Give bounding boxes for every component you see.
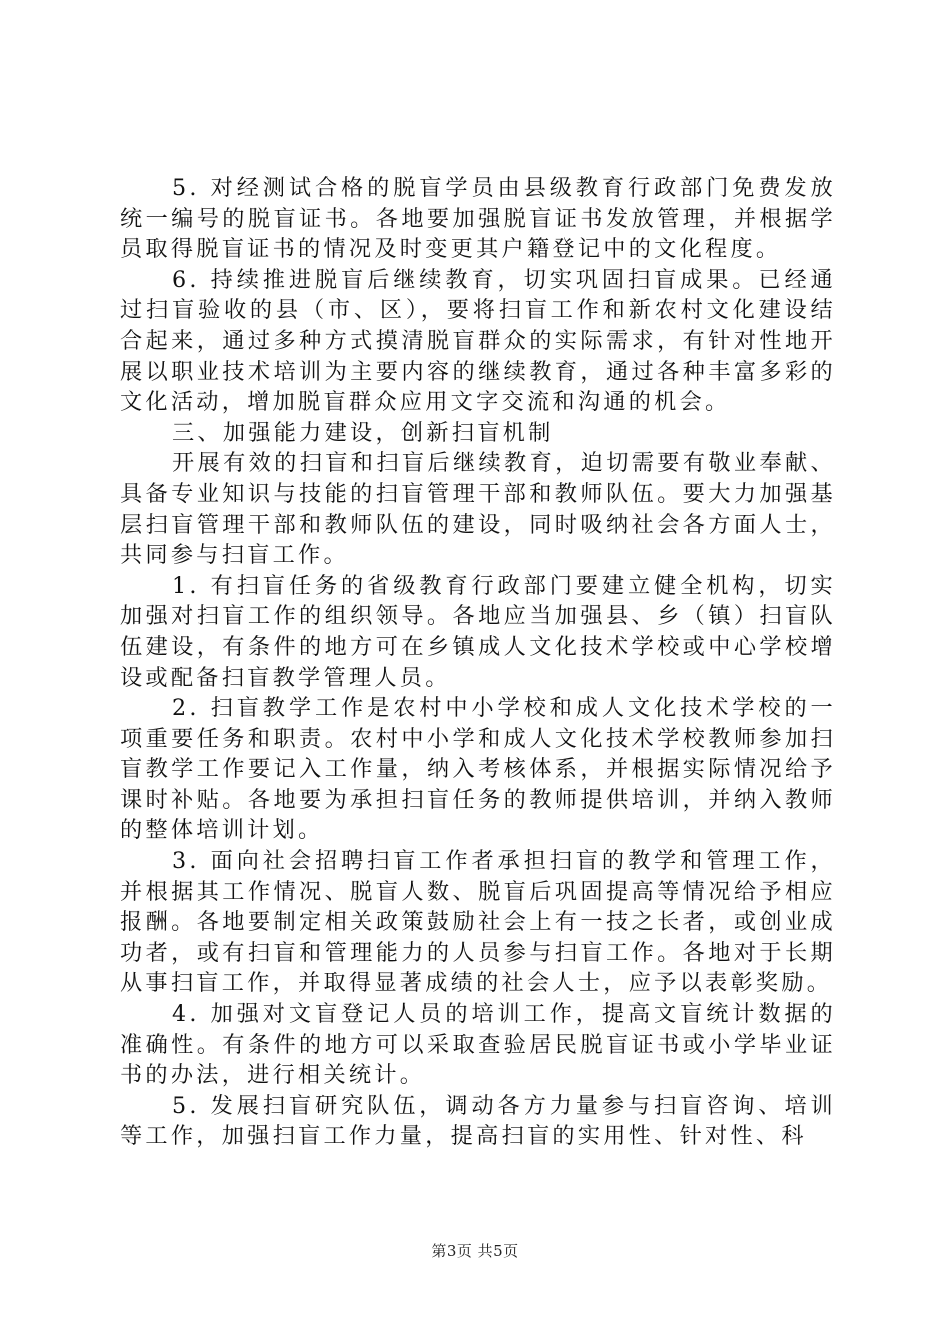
paragraph-item-6-continuing-education: 6. 持续推进脱盲后继续教育，切实巩固扫盲成果。已经通过扫盲验收的县（市、区），要将扫盲工作和新农村文化建设结合起来，通过多种方式摸清脱盲群众的实际需求，有针对性地开展以职业技术培训为主要内容的继续教育，通过各种丰富多彩的文化活动，增加脱盲群众应用文字交流和沟通的机会。 bbox=[120, 266, 836, 416]
paragraph-item-1-institutions: 1. 有扫盲任务的省级教育行政部门要建立健全机构，切实加强对扫盲工作的组织领导。各地应当加强县、乡（镇）扫盲队伍建设，有条件的地方可在乡镇成人文化技术学校或中心学校增设或配备扫盲教学管理人员。 bbox=[120, 572, 836, 691]
paragraph-item-5-certificate: 5. 对经测试合格的脱盲学员由县级教育行政部门免费发放统一编号的脱盲证书。各地要加强脱盲证书发放管理，并根据学员取得脱盲证书的情况及时变更其户籍登记中的文化程度。 bbox=[120, 175, 836, 263]
page-number-footer: 第3页 共5页 bbox=[431, 1242, 519, 1260]
paragraph-item-5-research-team: 5. 发展扫盲研究队伍，调动各方力量参与扫盲咨询、培训等工作，加强扫盲工作力量，提高扫盲的实用性、针对性、科 bbox=[120, 1092, 836, 1150]
section-heading-capacity-building: 三、加强能力建设，创新扫盲机制 bbox=[172, 419, 554, 446]
document-body bbox=[120, 173, 836, 1152]
paragraph-item-3-recruitment: 3. 面向社会招聘扫盲工作者承担扫盲的教学和管理工作，并根据其工作情况、脱盲人数、脱盲后巩固提高等情况给予相应报酬。各地要制定相关政策鼓励社会上有一技之长者，或创业成功者，或有扫盲和管理能力的人员参与扫盲工作。各地对于长期从事扫盲工作，并取得显著成绩的社会人士，应予以表彰奖励。 bbox=[120, 848, 836, 997]
paragraph-item-4-registration-training: 4. 加强对文盲登记人员的培训工作，提高文盲统计数据的准确性。有条件的地方可以采取查验居民脱盲证书或小学毕业证书的办法，进行相关统计。 bbox=[120, 1001, 836, 1089]
paragraph-section-intro: 开展有效的扫盲和扫盲后继续教育，迫切需要有敬业奉献、具备专业知识与技能的扫盲管理干部和教师队伍。要大力加强基层扫盲管理干部和教师队伍的建设，同时吸纳社会各方面人士，共同参与扫盲工作。 bbox=[120, 450, 836, 569]
paragraph-item-2-teaching-duty: 2. 扫盲教学工作是农村中小学校和成人文化技术学校的一项重要任务和职责。农村中小学和成人文化技术学校教师参加扫盲教学工作要记入工作量，纳入考核体系，并根据实际情况给予课时补贴。各地要为承担扫盲任务的教师提供培训，并纳入教师的整体培训计划。 bbox=[120, 695, 836, 844]
